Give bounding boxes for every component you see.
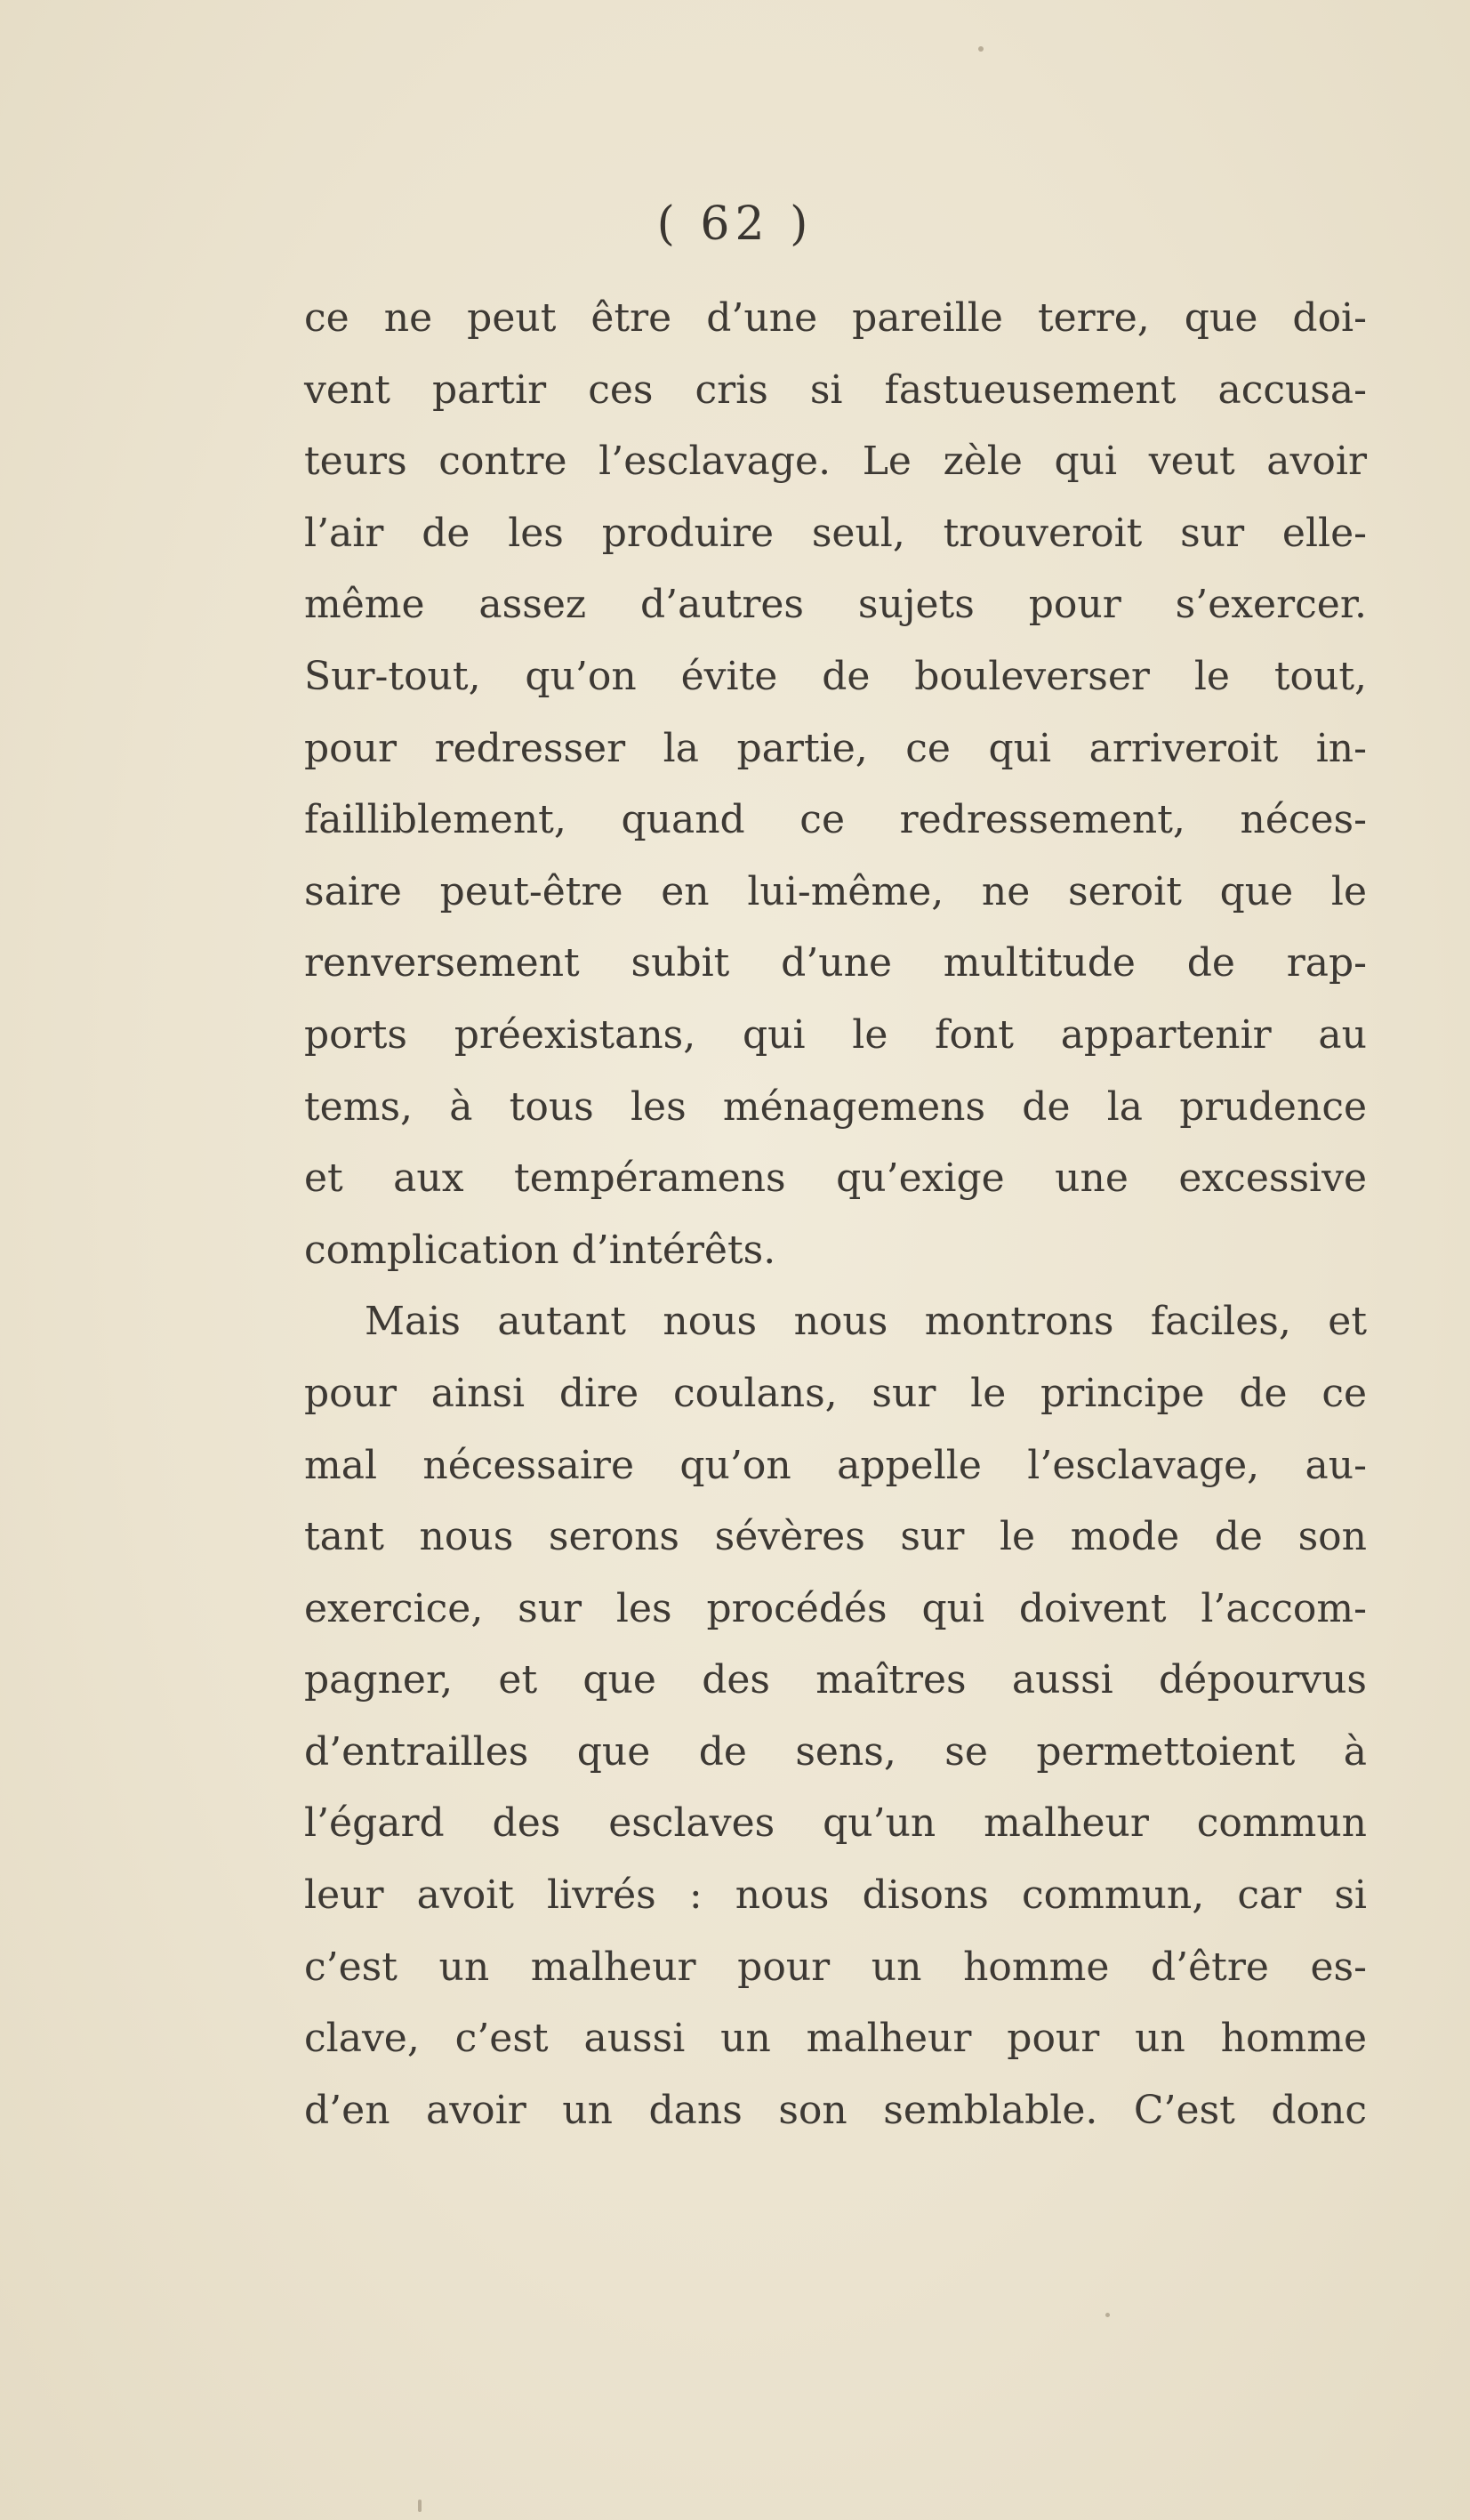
text-line: tems, à tous les ménagemens de la prudence	[304, 1083, 1367, 1130]
text-line: vent partir ces cris si fastueusement accusa-	[304, 366, 1367, 413]
text-line: mal nécessaire qu’on appelle l’esclavage, au-	[304, 1442, 1367, 1488]
paper-speck	[418, 2500, 422, 2512]
text-line: renversement subit d’une multitude de rap-	[304, 940, 1367, 986]
page-number: ( 62 )	[656, 197, 814, 251]
text-line: complication d’intérêts.	[304, 1227, 776, 1273]
text-line: et aux tempéramens qu’exige une excessive	[304, 1155, 1367, 1202]
text-line: ce ne peut être d’une pareille terre, que doi-	[304, 295, 1367, 341]
text-line: pagner, et que des maîtres aussi dépourvus	[304, 1657, 1367, 1703]
text-line: l’air de les produire seul, trouveroit sur elle-	[304, 510, 1367, 556]
text-line: clave, c’est aussi un malheur pour un homme	[304, 2016, 1367, 2062]
text-line: c’est un malheur pour un homme d’être es-	[304, 1944, 1367, 1990]
body-text	[304, 283, 1367, 2146]
text-line: Sur-tout, qu’on évite de bouleverser le tout,	[304, 653, 1367, 699]
text-line: d’en avoir un dans son semblable. C’est donc	[304, 2087, 1367, 2133]
text-line: pour redresser la partie, ce qui arriveroit in-	[304, 725, 1367, 771]
text-line: d’entrailles que de sens, se permettoient à	[304, 1728, 1367, 1775]
text-line: tant nous serons sévères sur le mode de son	[304, 1514, 1367, 1560]
text-line: exercice, sur les procédés qui doivent l’accom-	[304, 1585, 1367, 1631]
text-line: l’égard des esclaves qu’un malheur commun	[304, 1800, 1367, 1847]
text-line: Mais autant nous nous montrons faciles, et	[365, 1299, 1367, 1345]
paper-speck	[978, 46, 984, 52]
paper-speck	[1105, 2313, 1110, 2317]
text-line: failliblement, quand ce redressement, néces-	[304, 797, 1367, 843]
text-line: pour ainsi dire coulans, sur le principe de ce	[304, 1370, 1367, 1416]
text-line: leur avoit livrés : nous disons commun, car si	[304, 1872, 1367, 1919]
text-line: même assez d’autres sujets pour s’exercer.	[304, 582, 1367, 628]
text-line: teurs contre l’esclavage. Le zèle qui veut avoir	[304, 439, 1367, 485]
text-line: ports préexistans, qui le font appartenir au	[304, 1011, 1367, 1058]
text-line: saire peut-être en lui-même, ne seroit que le	[304, 868, 1367, 914]
